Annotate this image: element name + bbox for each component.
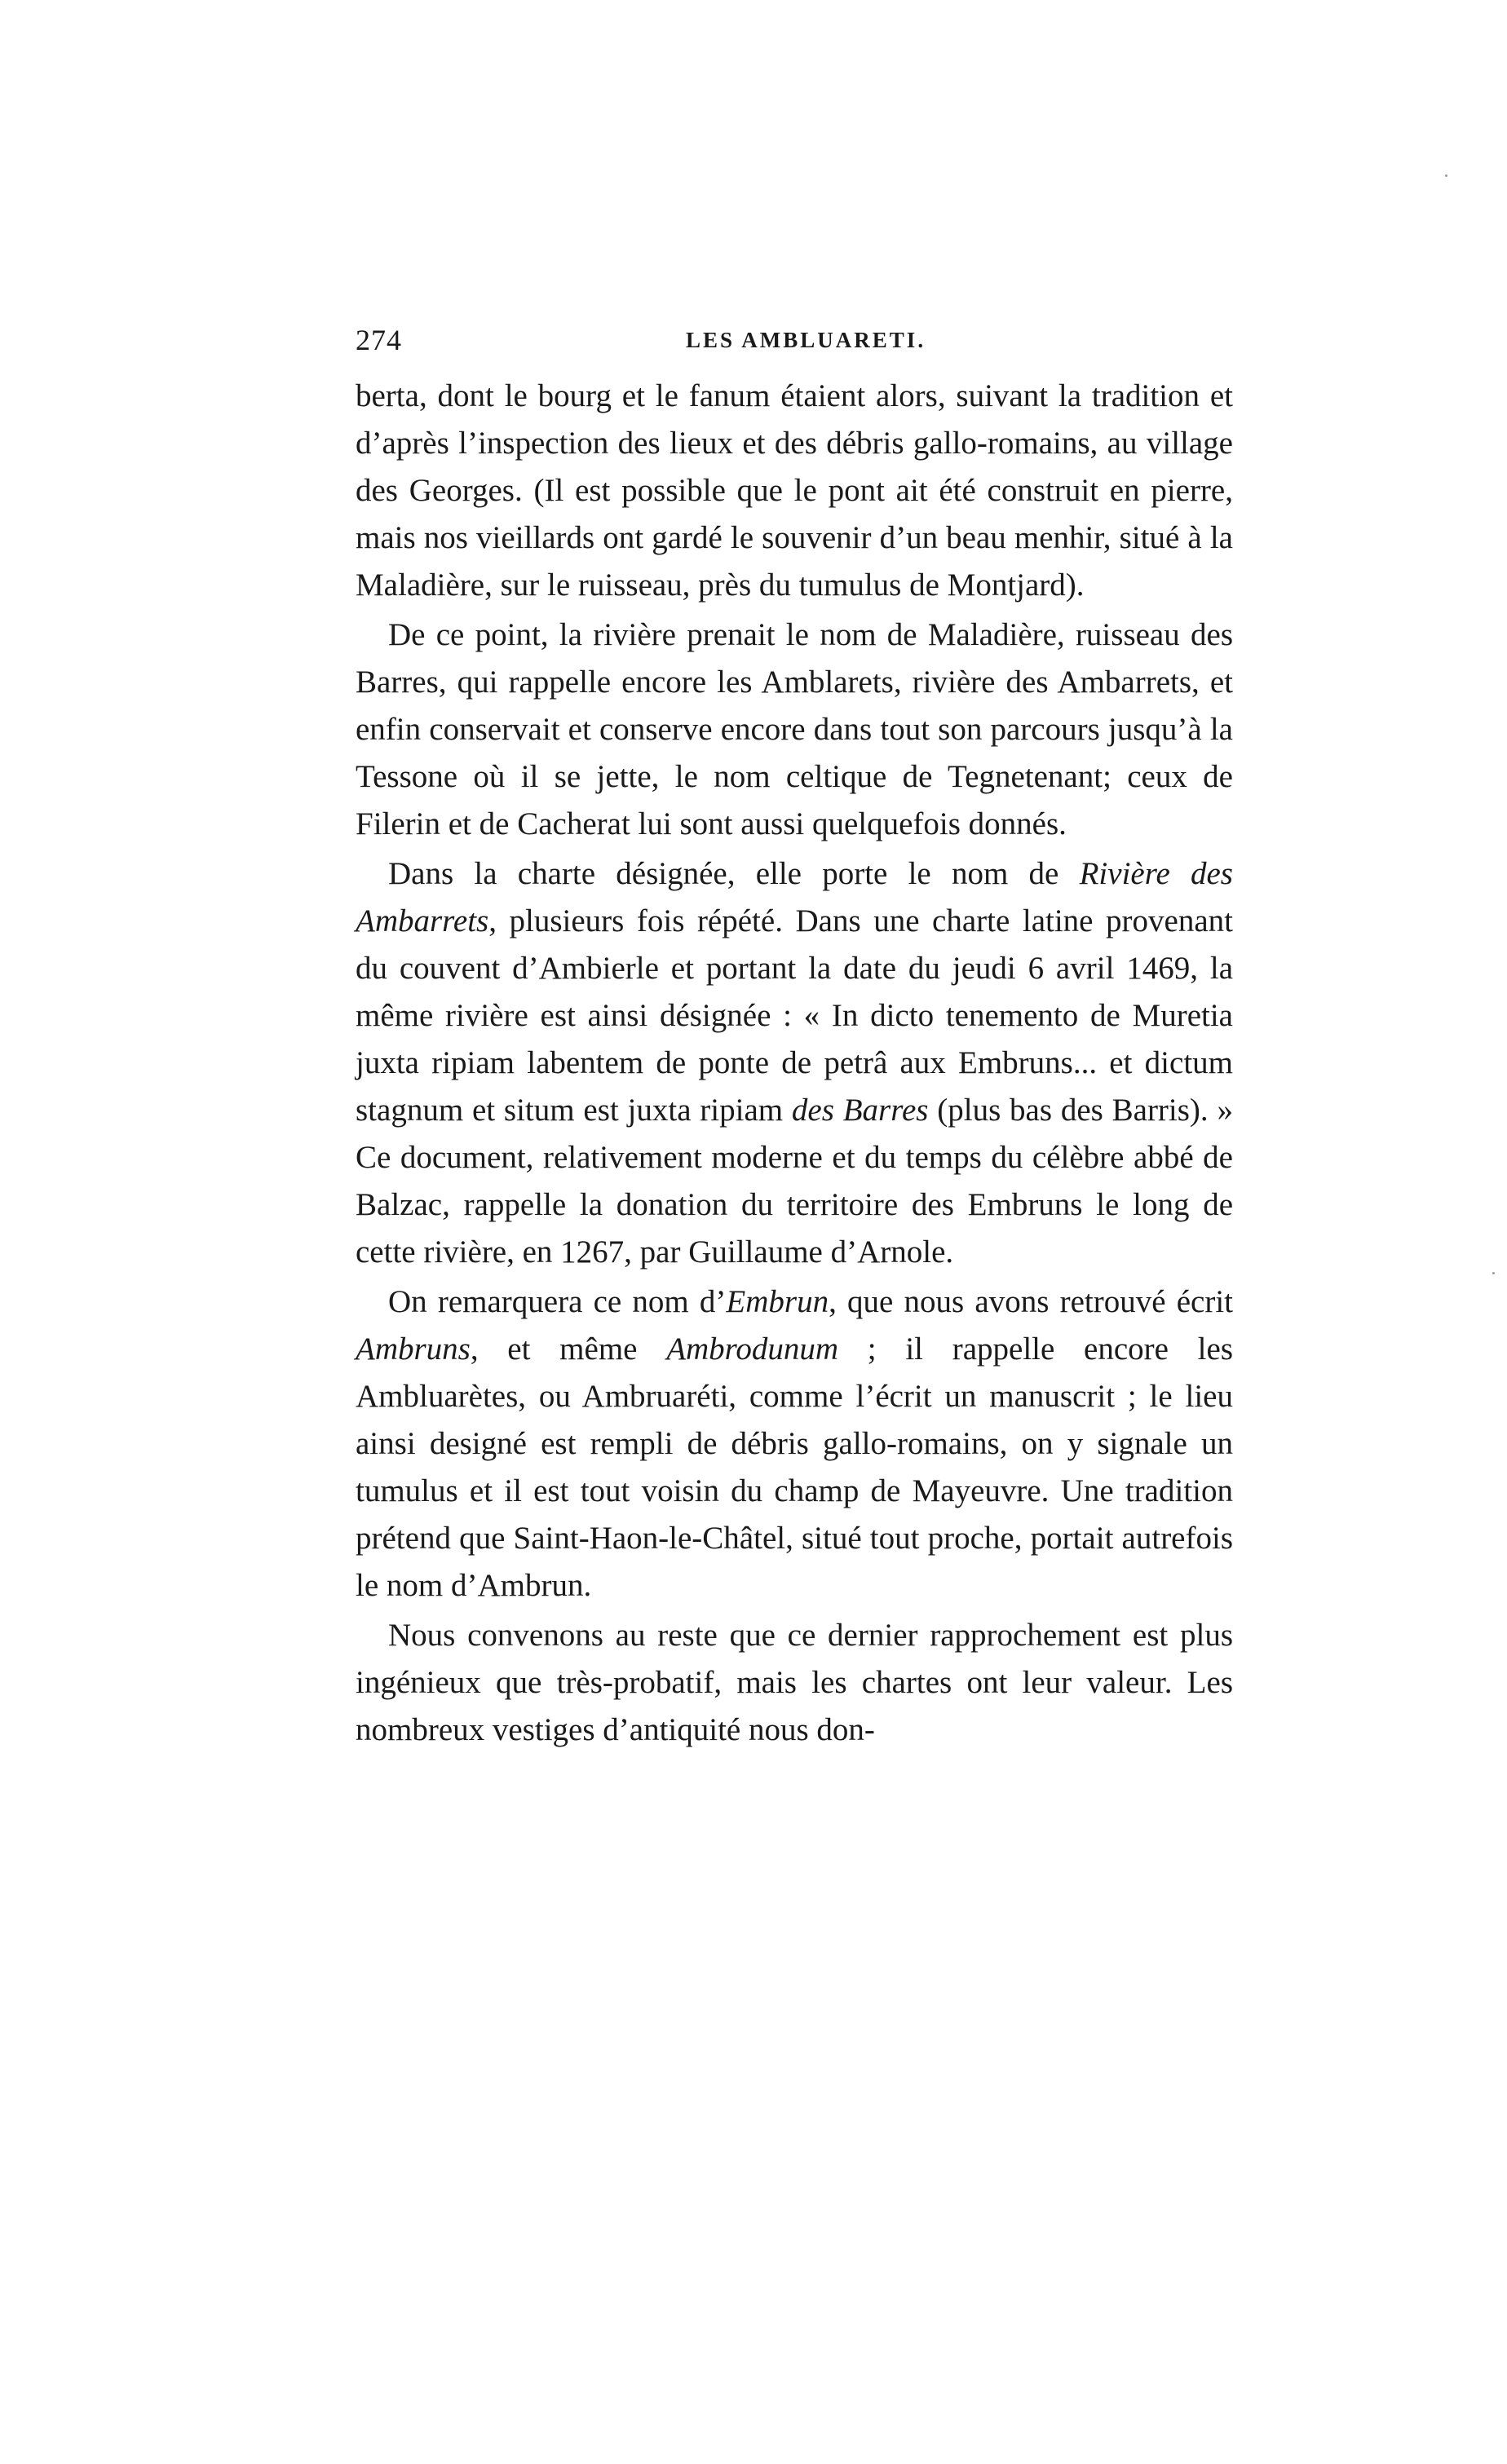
- text-run: De ce point, la rivière prenait le nom de Maladière, ruisseau des Barres, qui rappelle encore les Amblarets, rivière des Ambarrets, et enfin conservait et conserve encore dans tout son parcours jusqu’à la Tessone où il se jette, le nom celtique de Tegnetenant; ceux de Filerin et de Cacherat lui sont aussi quelquefois donnés.: [356, 617, 1233, 841]
- italic-term: Ambruns: [356, 1331, 471, 1367]
- page-number: 274: [356, 324, 402, 356]
- body-text: [356, 373, 1233, 1756]
- italic-term: Rivière des Ambarrets: [356, 856, 1233, 938]
- paper-speck: [1445, 174, 1447, 177]
- text-run: berta, dont le bourg et le fanum étaient alors, suivant la tradition et d’après l’inspection des lieux et des débris gallo-romains, au village des Georges. (Il est possible que le pont ait été construit en pierre, mais nos vieillards ont gardé le souvenir d’un beau menhir, situé à la Maladière, sur le ruisseau, près du tumulus de Montjard).: [356, 378, 1233, 603]
- paragraph: [356, 1612, 1233, 1754]
- paragraph: [356, 850, 1233, 1276]
- text-run: , et même: [470, 1331, 667, 1367]
- paragraph: [356, 373, 1233, 609]
- text-run: ; il rappelle encore les Ambluarètes, ou Ambruaréti, comme l’écrit un manuscrit ; le lieu ainsi designé est rempli de débris gallo-romains, on y signale un tumulus et il est tout voisin du champ de Mayeuvre. Une tradition prétend que Saint-Haon-le-Châtel, situé tout proche, portait autrefois le nom d’Ambrun.: [356, 1331, 1233, 1603]
- text-run: Dans la charte désignée, elle porte le nom de: [388, 856, 1080, 891]
- page-header: [356, 323, 1233, 364]
- italic-term: des Barres: [791, 1093, 929, 1128]
- paragraph: [356, 612, 1233, 848]
- text-run: (plus bas des Barris). » Ce document, relativement moderne et du temps du célèbre abbé de Balzac, rappelle la donation du territoire des Embruns le long de cette rivière, en 1267, par Guillaume d’Arnole.: [356, 1093, 1233, 1270]
- text-run: , que nous avons retrouvé écrit: [829, 1284, 1233, 1319]
- text-run: Nous convenons au reste que ce dernier rapprochement est plus ingénieux que très-probatif, mais les chartes ont leur valeur. Les nombreux vestiges d’antiquité nous don-: [356, 1618, 1233, 1747]
- text-run: On remarquera ce nom d’: [388, 1284, 727, 1319]
- paper-speck: [1492, 1272, 1495, 1274]
- italic-term: Ambrodunum: [666, 1331, 839, 1367]
- running-title: LES AMBLUARETI.: [686, 328, 926, 352]
- text-run: , plusieurs fois répété. Dans une charte latine provenant du couvent d’Ambierle et portant la date du jeudi 6 avril 1469, la même rivière est ainsi désignée : « In dicto tenemento de Muretia juxta ripiam labentem de ponte de petrâ aux Embruns... et dictum stagnum et situm est juxta ripiam: [356, 903, 1233, 1128]
- italic-term: Embrun: [726, 1284, 829, 1319]
- paragraph: [356, 1278, 1233, 1610]
